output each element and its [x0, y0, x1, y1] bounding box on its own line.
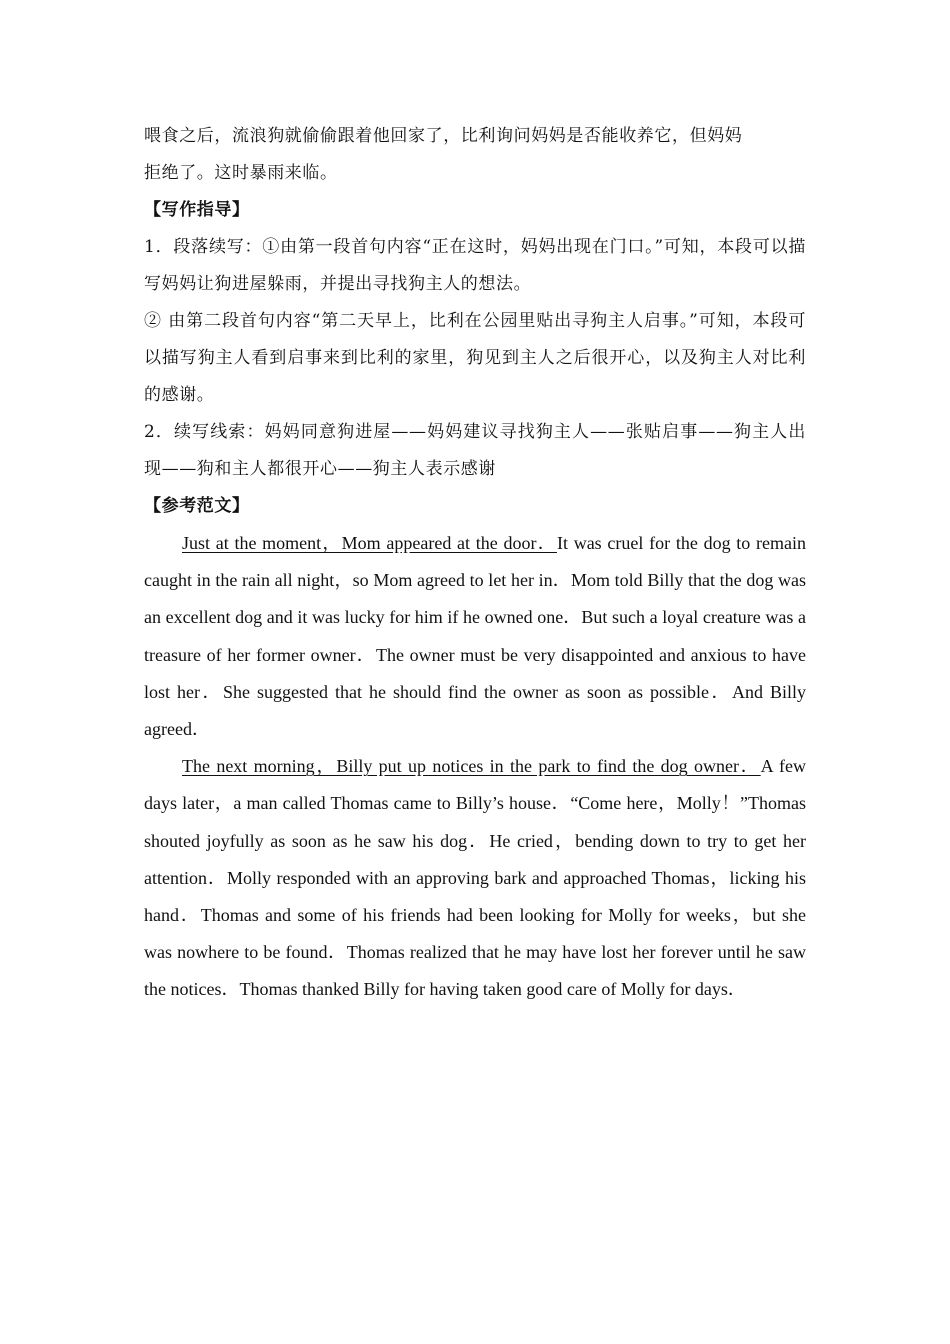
essay-paragraph-1 — [144, 525, 806, 748]
intro-line-2: 拒绝了。这时暴雨来临。 — [144, 163, 338, 183]
page-content — [144, 118, 806, 1009]
guide-item-second-paragraph: ② 由第二段首句内容“第二天早上，比利在公园里贴出寻狗主人启事。”可知，本段可以描写狗主人看到启事来到比利的家里，狗见到主人之后很开心，以及狗主人对比利的感谢。 — [144, 311, 806, 405]
essay-paragraph-1-lead: Just at the moment，Mom appeared at the door． — [182, 533, 557, 553]
sample-essay-heading: 【参考范文】 — [144, 496, 250, 516]
guide-item-clues: 2．续写线索：妈妈同意狗进屋——妈妈建议寻找狗主人——张贴启事——狗主人出现——狗和主人都很开心——狗主人表示感谢 — [144, 422, 806, 479]
writing-guide-heading: 【写作指导】 — [144, 200, 250, 220]
essay-paragraph-2-body: A few days later，a man called Thomas came to Billy’s house．“Come here，Molly！”Thomas shouted joyfully as soon as he saw his dog．He cried，bending down to try to get her attention．Molly responded with an approving bark and approached Thomas，licking his hand．Thomas and some of his friends had been looking for Molly for weeks，but she was nowhere to be found．Thomas realized that he may have lost her forever until he saw the notices．Thomas thanked Billy for having taken good care of Molly for days． — [144, 756, 806, 1000]
intro-line-1: 喂食之后，流浪狗就偷偷跟着他回家了，比利询问妈妈是否能收养它，但妈妈 — [144, 126, 743, 146]
essay-paragraph-2-lead: The next morning，Billy put up notices in the park to find the dog owner． — [182, 756, 761, 777]
essay-paragraph-1-body: It was cruel for the dog to remain caught in the rain all night，so Mom agreed to let her in．Mom told Billy that the dog was an excellent dog and it was lucky for him if he owned one．But such a loyal creature was a treasure of her former owner．The owner must be very disappointed and anxious to have lost her．She suggested that he should find the owner as soon as possible．And Billy agreed． — [144, 533, 807, 740]
essay-paragraph-2 — [144, 748, 806, 1008]
guide-item-paragraph-writing: 1．段落续写：①由第一段首句内容“正在这时，妈妈出现在门口。”可知，本段可以描写妈妈让狗进屋躲雨，并提出寻找狗主人的想法。 — [144, 237, 806, 294]
